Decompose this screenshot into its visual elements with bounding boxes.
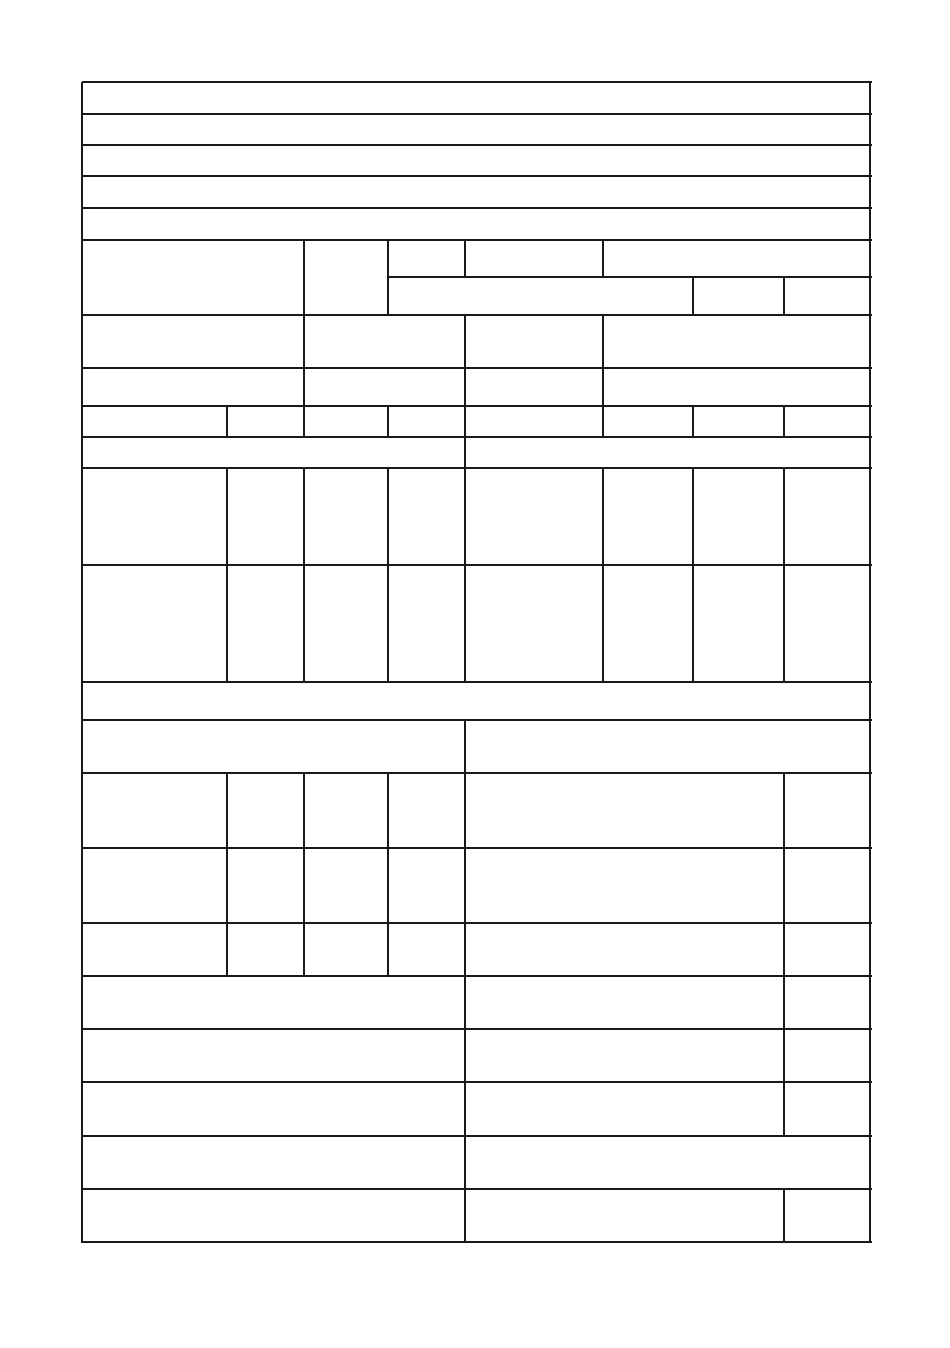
table-rule-vertical [226, 773, 228, 977]
table-rule-horizontal [82, 564, 872, 566]
table-rule-vertical [602, 240, 604, 278]
table-rule-vertical [303, 468, 305, 683]
table-rule-horizontal [82, 113, 872, 115]
table-rule-vertical [464, 437, 466, 469]
table-rule-horizontal [82, 847, 872, 849]
table-rule-horizontal [82, 81, 872, 83]
table-rule-vertical [387, 468, 389, 683]
table-rule-vertical [464, 468, 466, 683]
table-rule-horizontal [82, 367, 872, 369]
table-rule-horizontal [82, 405, 872, 407]
table-rule-vertical [81, 82, 83, 1243]
table-rule-vertical [303, 406, 305, 438]
table-rule-vertical [692, 468, 694, 683]
table-rule-vertical [226, 468, 228, 683]
table-rule-vertical [464, 773, 466, 1243]
table-rule-horizontal [82, 681, 872, 683]
table-rule-vertical [303, 773, 305, 977]
table-rule-horizontal [82, 239, 872, 241]
table-rule-vertical [692, 406, 694, 438]
table-rule-horizontal [82, 314, 872, 316]
table-rule-horizontal [82, 1135, 872, 1137]
table-rule-vertical [783, 468, 785, 683]
table-rule-horizontal [82, 175, 872, 177]
table-rule-vertical [602, 406, 604, 438]
table-rule-vertical [783, 773, 785, 1137]
table-rule-vertical [464, 406, 466, 438]
table-rule-horizontal [82, 144, 872, 146]
table-rule-vertical [602, 468, 604, 683]
table-rule-vertical [464, 240, 466, 278]
table-rule-vertical [783, 277, 785, 316]
table-rule-horizontal [82, 467, 872, 469]
table-rule-horizontal [82, 207, 872, 209]
table-rule-horizontal [82, 1081, 872, 1083]
table-rule-horizontal [82, 1028, 872, 1030]
table-rule-vertical [226, 406, 228, 438]
table-rule-vertical [602, 315, 604, 407]
table-rule-vertical [464, 720, 466, 774]
table-rule-vertical [387, 773, 389, 977]
table-rule-vertical [869, 82, 871, 1243]
table-rule-horizontal [82, 1188, 872, 1190]
table-rule-horizontal [82, 922, 872, 924]
table-rule-horizontal [388, 276, 872, 278]
table-rule-vertical [692, 277, 694, 316]
table-rule-vertical [387, 406, 389, 438]
table-rule-horizontal [82, 1241, 872, 1243]
table-rule-vertical [464, 315, 466, 407]
table-rule-horizontal [82, 436, 872, 438]
table-rule-horizontal [82, 719, 872, 721]
table-rule-vertical [387, 240, 389, 316]
table-rule-vertical [783, 406, 785, 438]
table-rule-horizontal [82, 772, 872, 774]
table-rule-vertical [783, 1189, 785, 1243]
table-rule-horizontal [82, 975, 872, 977]
